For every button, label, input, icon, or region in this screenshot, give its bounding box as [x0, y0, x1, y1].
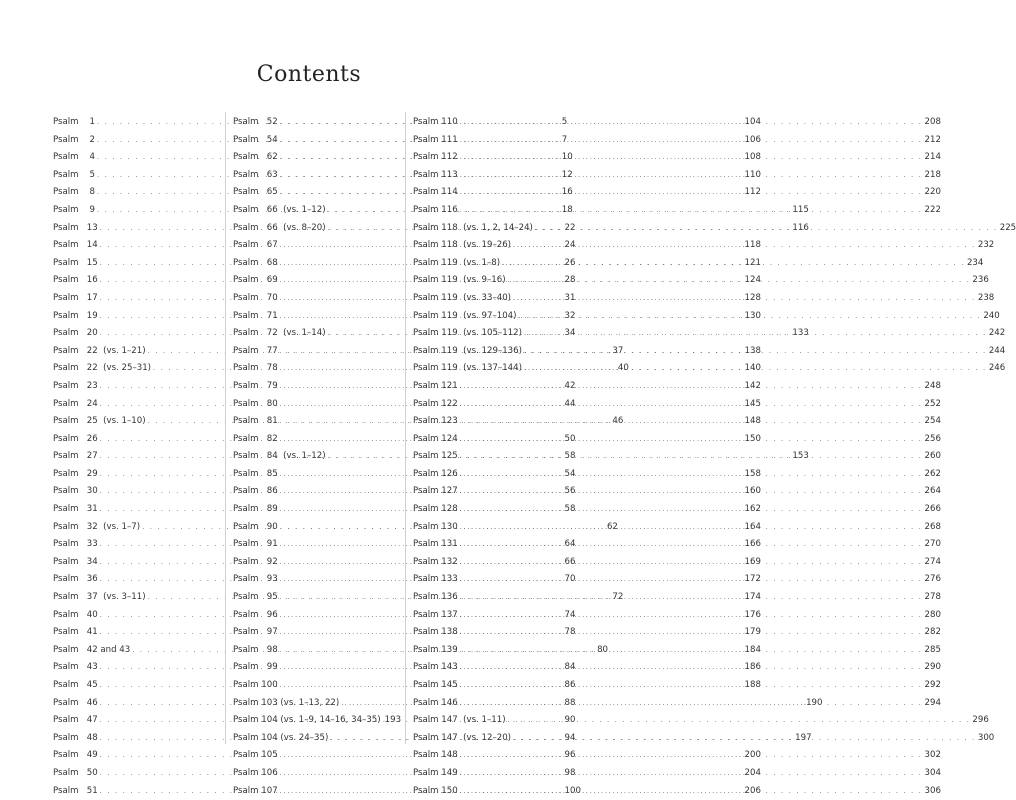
- toc-entry-label: Psalm 34: [53, 556, 98, 567]
- toc-entry-page: 90: [564, 715, 576, 726]
- toc-entry-page: 302: [924, 750, 941, 761]
- column-divider: [225, 112, 226, 744]
- dot-leader: [460, 114, 923, 132]
- toc-entry-label: Psalm 126: [413, 468, 458, 479]
- toc-entry-page: 282: [924, 627, 941, 638]
- toc-entry-label: Psalm 92: [233, 556, 278, 567]
- toc-entry-label: Psalm 133: [413, 574, 458, 585]
- toc-entry-label: Psalm 14: [53, 240, 98, 251]
- toc-entry-page: 64: [564, 539, 576, 550]
- toc-entry-page: 158: [744, 468, 761, 479]
- toc-entry[interactable]: [413, 712, 989, 730]
- toc-entry-label: Psalm 123: [413, 416, 458, 427]
- toc-entry-page: 254: [924, 416, 941, 427]
- toc-entry-label: Psalm 66 (vs. 8–20): [233, 222, 326, 233]
- toc-entry-label: Psalm 114: [413, 187, 458, 198]
- toc-entry-label: Psalm 84 (vs. 1–12): [233, 451, 326, 462]
- dot-leader: [460, 448, 923, 466]
- toc-entry-page: 18: [561, 204, 573, 215]
- toc-entry-page: 280: [924, 609, 941, 620]
- toc-entry-label: Psalm 40: [53, 609, 98, 620]
- toc-entry-label: Psalm 26: [53, 433, 98, 444]
- toc-entry-label: Psalm 90: [233, 521, 278, 532]
- toc-entry-page: 10: [561, 152, 573, 163]
- toc-entry-label: Psalm 25 (vs. 1–10): [53, 416, 146, 427]
- toc-entry-page: 270: [924, 539, 941, 550]
- toc-entry-label: Psalm 72 (vs. 1–14): [233, 328, 326, 339]
- toc-entry-page: 138: [744, 345, 761, 356]
- toc-entry-page: 153: [792, 451, 809, 462]
- toc-entry-page: 148: [744, 416, 761, 427]
- toc-entry-page: 260: [924, 451, 941, 462]
- toc-entry-page: 274: [924, 556, 941, 567]
- toc-entry-label: Psalm 127: [413, 486, 458, 497]
- toc-entry-label: Psalm 110: [413, 117, 458, 127]
- toc-entry-label: Psalm 107: [233, 785, 278, 796]
- dot-leader: [524, 325, 987, 343]
- toc-entry-label: Psalm 119 (vs. 1–8): [413, 257, 501, 268]
- toc-entry-page: 174: [744, 592, 761, 603]
- toc-entry-label: Psalm 143: [413, 662, 458, 673]
- toc-entry-label: Psalm 19: [53, 310, 98, 321]
- toc-entry-page: 66: [564, 556, 576, 567]
- dot-leader: [524, 360, 987, 378]
- toc-entry-page: 24: [564, 240, 576, 251]
- toc-entry-label: Psalm 95: [233, 592, 278, 603]
- toc-entry-label: Psalm 42 and 43: [53, 644, 131, 655]
- toc-entry-page: 145: [744, 398, 761, 409]
- toc-entry-label: Psalm 67: [233, 240, 278, 251]
- toc-entry-page: 169: [744, 556, 761, 567]
- dot-leader: [460, 396, 923, 414]
- toc-entry-label: Psalm 77: [233, 345, 278, 356]
- dot-leader: [513, 290, 976, 308]
- toc-entry-page: 222: [924, 204, 941, 215]
- toc-entry-label: Psalm 31: [53, 504, 98, 515]
- toc-entry-page: 40: [617, 363, 629, 374]
- toc-entry-page: 80: [597, 644, 609, 655]
- toc-entry-page: 244: [988, 345, 1006, 356]
- dot-leader: [460, 783, 923, 800]
- toc-entry-label: Psalm 116: [413, 204, 458, 215]
- toc-entry-page: 116: [792, 222, 809, 233]
- toc-entry-page: 212: [924, 134, 941, 145]
- toc-entry-page: 296: [972, 715, 989, 726]
- toc-entry-label: Psalm 8: [53, 187, 95, 198]
- toc-entry-label: Psalm 32 (vs. 1–7): [53, 521, 141, 532]
- toc-entry-label: Psalm 130: [413, 521, 458, 532]
- toc-entry-label: Psalm 9: [53, 204, 95, 215]
- toc-entry-label: Psalm 41: [53, 627, 98, 638]
- dot-leader: [460, 466, 923, 484]
- page-title: Contents: [256, 62, 362, 87]
- dot-leader: [460, 624, 923, 642]
- toc-entry-page: 294: [924, 697, 941, 708]
- toc-entry-label: Psalm 62: [233, 152, 278, 163]
- toc-entry-page: 70: [564, 574, 576, 585]
- toc-entry-label: Psalm 113: [413, 169, 458, 180]
- toc-entry-label: Psalm 119 (vs. 33–40): [413, 292, 512, 303]
- dot-leader: [460, 536, 923, 554]
- toc-entry-label: Psalm 22 (vs. 25–31): [53, 363, 152, 374]
- toc-entry[interactable]: [413, 237, 995, 255]
- toc-entry-label: Psalm 112: [413, 152, 458, 163]
- toc-entry-label: Psalm 93: [233, 574, 278, 585]
- toc-entry-page: 104: [744, 117, 761, 127]
- dot-leader: [460, 659, 923, 677]
- toc-entry-label: Psalm 148: [413, 750, 458, 761]
- column-divider: [405, 112, 406, 744]
- toc-entry-label: Psalm 106: [233, 767, 278, 778]
- dot-leader: [460, 607, 923, 625]
- toc-entry-label: Psalm 121: [413, 380, 458, 391]
- toc-entry-label: Psalm 138: [413, 627, 458, 638]
- toc-entry-label: Psalm 17: [53, 292, 98, 303]
- toc-entry-label: Psalm 98: [233, 644, 278, 655]
- toc-entry-page: 26: [564, 257, 576, 268]
- toc-entry-label: Psalm 20: [53, 328, 98, 339]
- toc-entry-page: 133: [792, 328, 809, 339]
- toc-entry-label: Psalm 27: [53, 451, 98, 462]
- toc-entry-label: Psalm 13: [53, 222, 98, 233]
- dot-leader: [513, 237, 976, 255]
- toc-entry-page: 5: [561, 117, 568, 127]
- toc-entry-page: 140: [744, 363, 761, 374]
- toc-entry-label: Psalm 122: [413, 398, 458, 409]
- toc-entry-page: 164: [744, 521, 761, 532]
- toc-entry-label: Psalm 16: [53, 275, 98, 286]
- toc-entry-page: 56: [564, 486, 576, 497]
- toc-entry-label: Psalm 52: [233, 117, 278, 127]
- dot-leader: [513, 730, 976, 748]
- dot-leader: [460, 132, 923, 150]
- toc-entry-label: Psalm 15: [53, 257, 98, 268]
- toc-entry-label: Psalm 22 (vs. 1–21): [53, 345, 146, 356]
- toc-entry-label: Psalm 146: [413, 697, 458, 708]
- toc-entry-label: Psalm 33: [53, 539, 98, 550]
- toc-entry-page: 248: [924, 380, 941, 391]
- toc-entry-label: Psalm 139: [413, 644, 458, 655]
- toc-entry-page: 300: [977, 732, 995, 743]
- toc-entry-label: Psalm 97: [233, 627, 278, 638]
- toc-entry-page: 28: [564, 275, 576, 286]
- toc-entry-label: Psalm 65: [233, 187, 278, 198]
- toc-entry-label: Psalm 136: [413, 592, 458, 603]
- dot-leader: [508, 712, 971, 730]
- toc-entry-page: 72: [612, 592, 624, 603]
- toc-entry-page: 46: [612, 416, 624, 427]
- toc-entry-label: Psalm 147 (vs. 1–11): [413, 715, 506, 726]
- toc-entry-label: Psalm 37 (vs. 3–11): [53, 592, 146, 603]
- dot-leader: [460, 501, 923, 519]
- toc-entry-page: 214: [924, 152, 941, 163]
- dot-leader: [460, 695, 923, 713]
- toc-entry-page: 74: [564, 609, 576, 620]
- toc-entry-label: Psalm 119 (vs. 97–104): [413, 310, 517, 321]
- toc-entry-page: 62: [606, 521, 618, 532]
- toc-entry-page: 162: [744, 504, 761, 515]
- dot-leader: [502, 255, 965, 273]
- toc-entry-label: Psalm 86: [233, 486, 278, 497]
- toc-entry-label: Psalm 104 (vs. 24–35): [233, 732, 329, 743]
- toc-entry-page: 278: [924, 592, 941, 603]
- toc-entry-label: Psalm 100: [233, 680, 278, 690]
- dot-leader: [524, 343, 987, 361]
- toc-entry-page: 44: [564, 398, 576, 409]
- toc-entry-page: 115: [792, 204, 809, 215]
- toc-entry-page: 34: [564, 328, 576, 339]
- toc-entry-page: 188: [744, 680, 761, 690]
- dot-leader: [460, 677, 923, 695]
- toc-entry-label: Psalm 96: [233, 609, 278, 620]
- toc-entry-page: 240: [983, 310, 1000, 321]
- toc-entry-label: Psalm 99: [233, 662, 278, 673]
- toc-entry-label: Psalm 29: [53, 468, 98, 479]
- dot-leader: [460, 571, 923, 589]
- toc-entry-page: 225: [999, 222, 1016, 233]
- toc-entry-page: 266: [924, 504, 941, 515]
- toc-entry-page: 193: [384, 715, 402, 726]
- toc-entry-page: 264: [924, 486, 941, 497]
- toc-entry-page: 86: [564, 680, 576, 690]
- dot-leader: [460, 378, 923, 396]
- toc-entry-page: 176: [744, 609, 761, 620]
- toc-entry-page: 12: [561, 169, 573, 180]
- toc-entry-label: Psalm 104 (vs. 1–9, 14–16, 34–35): [233, 715, 381, 726]
- toc-entry-label: Psalm 45: [53, 680, 98, 690]
- toc-entry-page: 112: [744, 187, 761, 198]
- toc-entry-page: 166: [744, 539, 761, 550]
- toc-entry-label: Psalm 91: [233, 539, 278, 550]
- toc-entry-label: Psalm 118 (vs. 1, 2, 14–24): [413, 222, 533, 233]
- toc-entry-page: 252: [924, 398, 941, 409]
- toc-entry-label: Psalm 24: [53, 398, 98, 409]
- toc-entry-page: 58: [564, 504, 576, 515]
- toc-entry-page: 285: [924, 644, 941, 655]
- toc-entry-page: 206: [744, 785, 761, 796]
- toc-entry-page: 190: [806, 697, 823, 708]
- dot-leader: [460, 765, 923, 783]
- dot-leader: [460, 431, 923, 449]
- dot-leader: [460, 167, 923, 185]
- toc-entry-page: 96: [564, 750, 576, 761]
- toc-entry-page: 98: [564, 767, 576, 778]
- toc-entry-page: 78: [564, 627, 576, 638]
- toc-entry-page: 200: [744, 750, 761, 761]
- toc-entry-label: Psalm 137: [413, 609, 458, 620]
- toc-entry-label: Psalm 49: [53, 750, 98, 761]
- toc-entry-label: Psalm 85: [233, 468, 278, 479]
- toc-entry-page: 292: [924, 680, 941, 690]
- toc-entry-label: Psalm 89: [233, 504, 278, 515]
- dot-leader: [460, 554, 923, 572]
- dot-leader: [508, 272, 971, 290]
- toc-entry-label: Psalm 50: [53, 767, 98, 778]
- toc-entry-page: 54: [564, 468, 576, 479]
- toc-entry[interactable]: [233, 712, 402, 730]
- toc-entry-page: 42: [564, 380, 576, 391]
- toc-entry-page: 306: [924, 785, 941, 796]
- toc-entry-label: Psalm 51: [53, 785, 98, 796]
- toc-entry-page: 186: [744, 662, 761, 673]
- toc-entry-label: Psalm 82: [233, 433, 278, 444]
- toc-entry-label: Psalm 149: [413, 767, 458, 778]
- toc-entry-label: Psalm 80: [233, 398, 278, 409]
- toc-entry-page: 150: [744, 433, 761, 444]
- toc-entry-label: Psalm 111: [413, 134, 458, 145]
- toc-entry-label: Psalm 103 (vs. 1–13, 22): [233, 697, 340, 708]
- toc-entry-label: Psalm 69: [233, 275, 278, 286]
- toc-entry-page: 172: [744, 574, 761, 585]
- toc-entry-page: 184: [744, 644, 761, 655]
- toc-entry-page: 108: [744, 152, 761, 163]
- toc-entry-label: Psalm 2: [53, 134, 95, 145]
- dot-leader: [519, 308, 982, 326]
- dot-leader: [460, 483, 923, 501]
- toc-entry-label: Psalm 5: [53, 169, 95, 180]
- toc-entry-page: 88: [564, 697, 576, 708]
- toc-entry-label: Psalm 47: [53, 715, 98, 726]
- dot-leader: [460, 202, 923, 220]
- toc-entry-label: Psalm 124: [413, 433, 458, 444]
- dot-leader: [460, 589, 923, 607]
- dot-leader: [460, 747, 923, 765]
- toc-entry-label: Psalm 118 (vs. 19–26): [413, 240, 512, 251]
- toc-entry-page: 179: [744, 627, 761, 638]
- toc-entry-page: 236: [972, 275, 989, 286]
- toc-entry-label: Psalm 128: [413, 504, 458, 515]
- toc-entry-page: 220: [924, 187, 941, 198]
- toc-entry-page: 118: [744, 240, 761, 251]
- toc-entry-label: Psalm 43: [53, 662, 98, 673]
- toc-entry-page: 58: [564, 451, 576, 462]
- toc-entry-label: Psalm 4: [53, 152, 95, 163]
- toc-entry-page: 124: [744, 275, 761, 286]
- toc-entry-page: 290: [924, 662, 941, 673]
- dot-leader: [535, 220, 998, 238]
- dot-leader: [460, 642, 923, 660]
- toc-entry-label: Psalm 119 (vs. 105–112): [413, 328, 522, 339]
- toc-entry-label: Psalm 63: [233, 169, 278, 180]
- toc-entry-page: 276: [924, 574, 941, 585]
- toc-entry-page: 304: [924, 767, 941, 778]
- toc-entry-page: 246: [988, 363, 1006, 374]
- toc-entry-page: 130: [744, 310, 761, 321]
- toc-entry-page: 22: [564, 222, 576, 233]
- toc-entry-page: 197: [795, 732, 812, 743]
- toc-entry-page: 121: [744, 257, 761, 268]
- toc-entry-page: 160: [744, 486, 761, 497]
- toc-entry-page: 100: [564, 785, 581, 796]
- toc-entry-label: Psalm 119 (vs. 137–144): [413, 363, 522, 374]
- toc-entry-label: Psalm 46: [53, 697, 98, 708]
- dot-leader: [460, 149, 923, 167]
- toc-entry-page: 262: [924, 468, 941, 479]
- toc-entry-label: Psalm 36: [53, 574, 98, 585]
- toc-entry-page: 7: [561, 134, 568, 145]
- toc-entry-page: 32: [564, 310, 576, 321]
- toc-entry-page: 110: [744, 169, 761, 180]
- toc-entry-page: 142: [744, 380, 761, 391]
- toc-entry-page: 268: [924, 521, 941, 532]
- toc-entry-label: Psalm 119 (vs. 9–16): [413, 275, 506, 286]
- toc-entry-label: Psalm 48: [53, 732, 98, 743]
- toc-entry-page: 256: [924, 433, 941, 444]
- toc-entry-page: 242: [988, 328, 1006, 339]
- toc-entry-page: 234: [966, 257, 984, 268]
- dot-leader: [460, 413, 923, 431]
- dot-leader: [460, 184, 923, 202]
- toc-entry-label: Psalm 66 (vs. 1–12): [233, 204, 326, 215]
- toc-entry-label: Psalm 145: [413, 680, 458, 690]
- toc-entry-label: Psalm 71: [233, 310, 278, 321]
- toc-entry-page: 84: [564, 662, 576, 673]
- toc-entry-page: 50: [564, 433, 576, 444]
- toc-entry-page: 232: [977, 240, 995, 251]
- toc-entry-label: Psalm 150: [413, 785, 458, 796]
- toc-entry-page: 218: [924, 169, 941, 180]
- toc-entry-label: Psalm 1: [53, 117, 95, 127]
- toc-entry-page: 106: [744, 134, 761, 145]
- toc-entry-page: 94: [564, 732, 576, 743]
- toc-entry-page: 204: [744, 767, 761, 778]
- toc-entry-label: Psalm 119 (vs. 129–136): [413, 345, 522, 356]
- toc-entry-label: Psalm 68: [233, 257, 278, 268]
- toc-entry-page: 37: [612, 345, 624, 356]
- toc-entry-label: Psalm 54: [233, 134, 278, 145]
- toc-entry-label: Psalm 147 (vs. 12–20): [413, 732, 512, 743]
- toc-entry-label: Psalm 132: [413, 556, 458, 567]
- toc-entry-label: Psalm 79: [233, 380, 278, 391]
- toc-entry-page: 16: [561, 187, 573, 198]
- toc-entry-page: 128: [744, 292, 761, 303]
- toc-entry-label: Psalm 105: [233, 750, 278, 761]
- toc-entry-page: 238: [977, 292, 995, 303]
- dot-leader: [460, 519, 923, 537]
- toc-entry-page: 31: [564, 292, 576, 303]
- toc-entry-label: Psalm 23: [53, 380, 98, 391]
- toc-entry-label: Psalm 70: [233, 292, 278, 303]
- toc-entry-label: Psalm 125: [413, 451, 458, 462]
- toc-entry-label: Psalm 30: [53, 486, 98, 497]
- toc-entry-page: 208: [924, 117, 941, 127]
- toc-entry-label: Psalm 131: [413, 539, 458, 550]
- toc-entry-label: Psalm 78: [233, 363, 278, 374]
- toc-entry-label: Psalm 81: [233, 416, 278, 427]
